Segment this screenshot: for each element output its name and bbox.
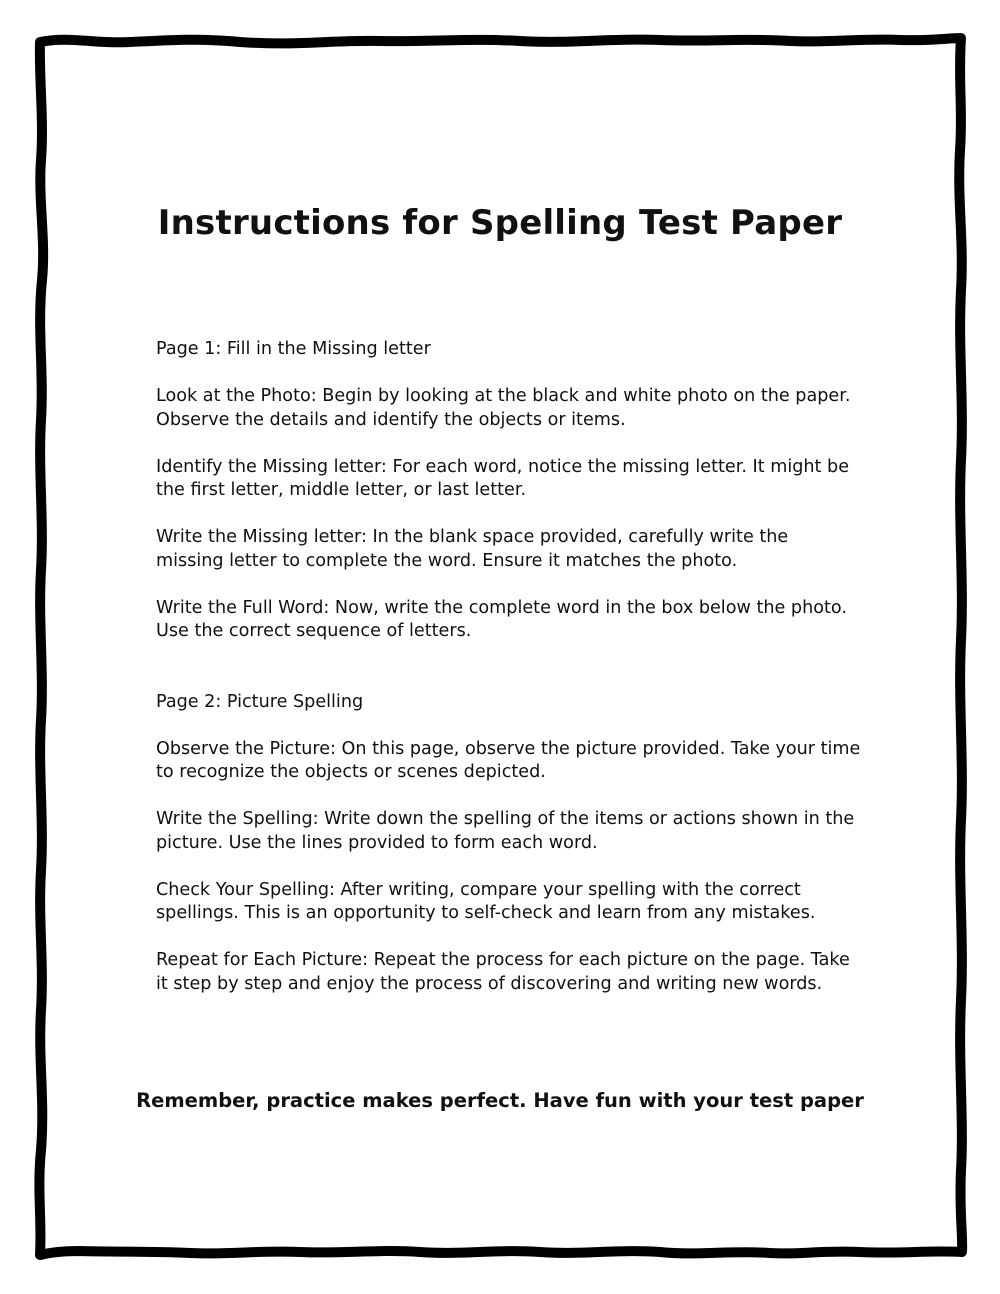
text-line: Use the correct sequence of letters.	[156, 621, 472, 641]
text-line: Look at the Photo: Begin by looking at the black and white photo on the paper.	[156, 386, 851, 406]
section-heading-page-1: Page 1: Fill in the Missing letter	[156, 339, 431, 359]
text-line: Repeat for Each Picture: Repeat the process for each picture on the page. Take	[156, 950, 850, 970]
text-line: it step by step and enjoy the process of discovering and writing new words.	[156, 973, 823, 994]
instruction-look-at-photo	[156, 385, 896, 432]
instruction-write-spelling	[156, 808, 896, 855]
instruction-observe-picture	[156, 738, 896, 785]
text-line: picture. Use the lines provided to form each word.	[156, 832, 598, 853]
text-line: the first letter, middle letter, or last letter.	[156, 480, 527, 500]
text-line: to recognize the objects or scenes depicted.	[156, 762, 546, 782]
text-line: spellings. This is an opportunity to self-check and learn from any mistakes.	[156, 903, 816, 923]
text-line: Write the Full Word: Now, write the complete word in the box below the photo.	[156, 597, 847, 618]
section-heading-page-2: Page 2: Picture Spelling	[156, 691, 364, 712]
instruction-write-full-word	[156, 597, 896, 644]
instruction-write-missing-letter	[156, 526, 896, 573]
instruction-identify-missing-letter	[156, 456, 896, 503]
text-line: missing letter to complete the word. Ensure it matches the photo.	[156, 550, 738, 571]
text-line: Write the Spelling: Write down the spelling of the items or actions shown in the	[156, 809, 855, 829]
text-line: Identify the Missing letter: For each word, notice the missing letter. It might be	[156, 456, 850, 477]
closing-message: Remember, practice makes perfect. Have fun with your test paper	[136, 1089, 864, 1112]
text-line: Check Your Spelling: After writing, compare your spelling with the correct	[156, 879, 801, 900]
instruction-repeat-each-picture	[156, 949, 896, 996]
text-line: Observe the details and identify the objects or items.	[156, 409, 626, 430]
text-line: Observe the Picture: On this page, observe the picture provided. Take your time	[156, 738, 861, 759]
instruction-check-spelling	[156, 879, 896, 926]
page-title: Instructions for Spelling Test Paper	[157, 203, 843, 243]
text-line: Write the Missing letter: In the blank space provided, carefully write the	[156, 527, 789, 547]
instructions-body	[156, 338, 896, 996]
